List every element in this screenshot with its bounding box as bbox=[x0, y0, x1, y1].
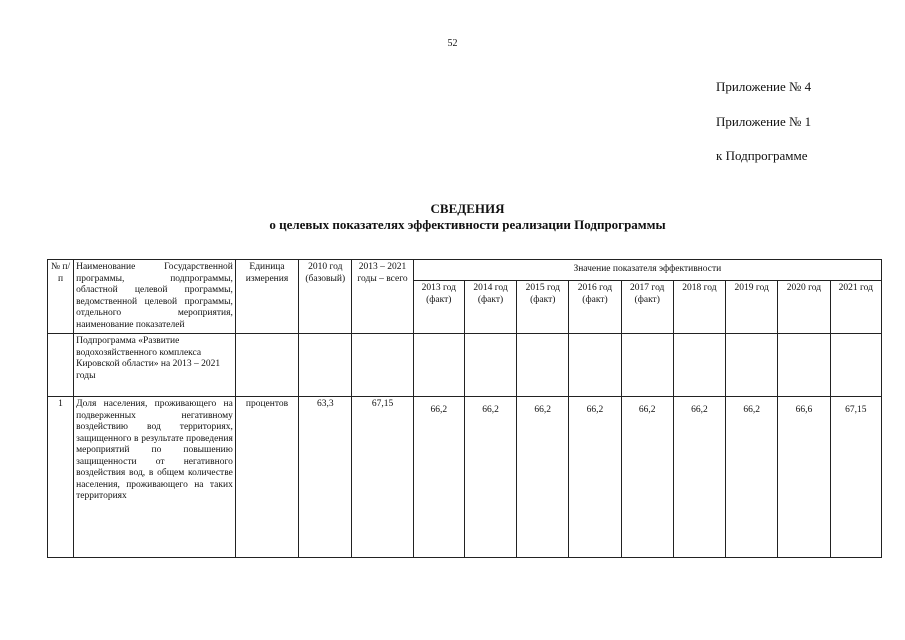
row-year-value: 66,2 bbox=[569, 397, 621, 558]
header-year: 2014 год (факт) bbox=[464, 281, 516, 334]
appendix-line: к Подпрограмме bbox=[716, 148, 808, 163]
row-year-value: 66,2 bbox=[413, 397, 464, 558]
header-year: 2019 год bbox=[726, 281, 778, 334]
header-num: № п/п bbox=[48, 260, 74, 334]
row-year-value: 66,2 bbox=[464, 397, 516, 558]
subprogram-row bbox=[48, 334, 882, 397]
header-year: 2016 год (факт) bbox=[569, 281, 621, 334]
document-title bbox=[0, 201, 905, 233]
row-year-value: 66,2 bbox=[621, 397, 673, 558]
row-total-value: 67,15 bbox=[352, 397, 413, 558]
row-base-value: 63,3 bbox=[299, 397, 352, 558]
table-row bbox=[48, 397, 882, 558]
header-year: 2021 год bbox=[830, 281, 881, 334]
header-year: 2015 год (факт) bbox=[517, 281, 569, 334]
row-num: 1 bbox=[48, 397, 74, 558]
title-line-2: о целевых показателях эффективности реализации Подпрограммы bbox=[269, 217, 666, 232]
appendix-line: Приложение № 1 bbox=[716, 114, 812, 129]
row-unit: процентов bbox=[235, 397, 298, 558]
header-name: Наименование Государственной программы, подпрограммы, областной целевой программы, ведомственной целевой программы, отдельного мероприятия, наименование показателей bbox=[74, 260, 236, 334]
header-indicator-group: Значение показателя эффективности bbox=[413, 260, 881, 281]
header-total: 2013 – 2021 годы – всего bbox=[352, 260, 413, 334]
header-year: 2013 год (факт) bbox=[413, 281, 464, 334]
indicators-table bbox=[47, 259, 882, 558]
header-year: 2017 год (факт) bbox=[621, 281, 673, 334]
appendix-line: Приложение № 4 bbox=[716, 79, 812, 94]
row-year-value: 66,2 bbox=[673, 397, 725, 558]
row-year-value: 66,2 bbox=[517, 397, 569, 558]
header-row bbox=[48, 260, 882, 281]
row-year-value: 67,15 bbox=[830, 397, 881, 558]
header-year: 2020 год bbox=[778, 281, 830, 334]
subprogram-name: Подпрограмма «Развитие водохозяйственного комплекса Кировской области» на 2013 – 2021 годы bbox=[74, 334, 236, 397]
header-year: 2018 год bbox=[673, 281, 725, 334]
row-year-value: 66,2 bbox=[726, 397, 778, 558]
row-indicator-name: Доля населения, проживающего на подверженных негативному воздействию вод территориях, защищенного в результате проведения мероприятий по повышению защищенности от негативного воздействия вод, в общем количестве населения, проживающего на таких территориях bbox=[74, 397, 236, 558]
page-number: 52 bbox=[447, 38, 458, 49]
header-base-year: 2010 год (базовый) bbox=[299, 260, 352, 334]
title-line-1: СВЕДЕНИЯ bbox=[430, 201, 505, 216]
row-year-value: 66,6 bbox=[778, 397, 830, 558]
header-unit: Единица измерения bbox=[235, 260, 298, 334]
